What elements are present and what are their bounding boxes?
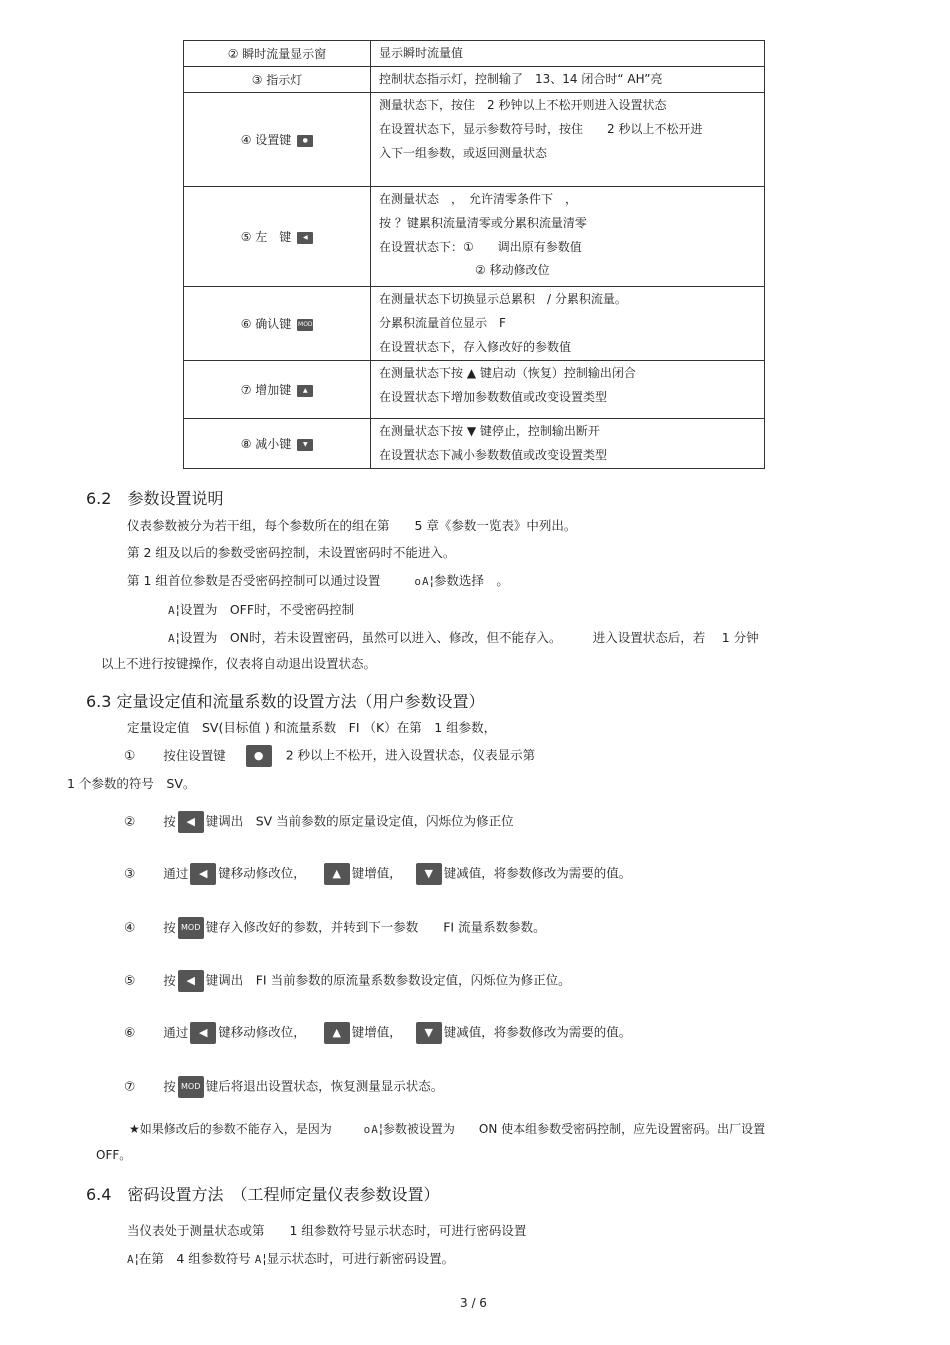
table-row xyxy=(184,287,765,361)
desc-line: 控制状态指示灯，控制输了 13、14 闭合时“ AH”亮 xyxy=(379,72,663,86)
text: 按 xyxy=(163,972,176,988)
step-number: ⑥ xyxy=(124,1024,136,1040)
step-number: ① xyxy=(124,747,136,763)
step-2 xyxy=(124,811,514,833)
key-desc xyxy=(371,67,765,93)
table-row xyxy=(184,67,765,93)
key-desc xyxy=(371,187,765,287)
up-key-icon: ▲ xyxy=(297,385,313,397)
key-name-label: ② 瞬时流量显示窗 xyxy=(227,47,327,61)
key-desc xyxy=(371,419,765,469)
text: 通过 xyxy=(163,865,189,881)
desc-line: 在设置状态下，存入修改好的参数值 xyxy=(379,340,572,354)
text: 设置为 OFF时，不受密码控制 xyxy=(179,602,355,617)
text: 按 xyxy=(163,919,176,935)
step-5 xyxy=(124,970,571,992)
desc-line: 在设置状态下减小参数数值或改变设置类型 xyxy=(379,448,608,462)
down-key-icon: ▼ xyxy=(297,439,313,451)
table-row xyxy=(184,41,765,67)
step-number: ③ xyxy=(124,865,136,881)
desc-line: 测量状态下，按住 2 秒钟以上不松开则进入设置状态 xyxy=(379,98,667,112)
text: 键后将退出设置状态，恢复测量显示状态。 xyxy=(205,1078,444,1094)
key-name-label: ③ 指示灯 xyxy=(251,73,303,87)
text: 键移动修改位， xyxy=(218,1024,306,1040)
page-number: 3 / 6 xyxy=(460,1296,487,1310)
text: 键调出 SV 当前参数的原定量设定值，闪烁位为修正位 xyxy=(205,813,514,829)
key-name xyxy=(184,187,371,287)
text: 设置为 ON时，若未设置密码，虽然可以进入、修改，但不能存入。 进入设置状态后，若 1 分钟 xyxy=(179,630,759,645)
desc-line: ② 移动修改位 xyxy=(379,263,550,277)
key-desc xyxy=(371,93,765,187)
left-key-icon: ◀ xyxy=(178,811,204,833)
key-function-table xyxy=(183,40,765,469)
desc-line: 入下一组参数，或返回测量状态 xyxy=(379,146,548,160)
segment-display-symbol: A xyxy=(127,1253,135,1266)
text: 按住设置键 xyxy=(163,747,226,763)
text: 第 1 组首位参数是否受密码控制可以通过设置 xyxy=(127,573,381,588)
down-key-icon: ▼ xyxy=(416,863,442,885)
text: 2 秒以上不松开，进入设置状态，仪表显示第 xyxy=(285,747,536,763)
set-key-icon: ● xyxy=(297,135,313,147)
key-desc xyxy=(371,287,765,361)
text: 按 xyxy=(163,813,176,829)
table-row xyxy=(184,419,765,469)
table-row xyxy=(184,187,765,287)
paragraph: 仪表参数被分为若干组，每个参数所在的组在第 5 章《参数一览表》中列出。 xyxy=(127,518,577,533)
left-key-icon: ◀ xyxy=(190,863,216,885)
desc-line: 在测量状态下按 ▼ 键停止，控制输出断开 xyxy=(379,424,600,438)
segment-display-symbol: oA xyxy=(363,1123,379,1136)
key-desc xyxy=(371,361,765,419)
desc-line: 在设置状态下，显示参数符号时，按住 2 秒以上不松开进 xyxy=(379,122,703,136)
segment-display-symbol: A xyxy=(254,1253,263,1266)
desc-line: 在测量状态下切换显示总累积 / 分累积流量。 xyxy=(379,292,627,306)
left-key-icon: ◀ xyxy=(178,970,204,992)
text: 参数选择 。 xyxy=(433,573,509,588)
desc-line: 分累积流量首位显示 F xyxy=(379,316,506,330)
section-heading-6-2: 6.2 参数设置说明 xyxy=(86,489,224,508)
section-heading-6-3: 6.3 定量设定值和流量系数的设置方法（用户参数设置） xyxy=(86,692,485,711)
paragraph: A¦在第 4 组参数符号 A¦显示状态时，可进行新密码设置。 xyxy=(127,1251,455,1266)
desc-line: 在测量状态下按 ▲ 键启动（恢复）控制输出闭合 xyxy=(379,366,636,380)
text: 在第 4 组参数符号 xyxy=(138,1251,251,1266)
text: 键调出 FI 当前参数的原流量系数参数设定值，闪烁位为修正位。 xyxy=(205,972,571,988)
desc-line: 按 ？键累积流量清零或分累积流量清零 xyxy=(379,216,587,230)
text: 通过 xyxy=(163,1024,189,1040)
table-row xyxy=(184,361,765,419)
note: ★如果修改后的参数不能存入，是因为 oA¦参数被设置为 ON 使本组参数受密码控制，应先设置密码。出厂设置 xyxy=(129,1122,766,1136)
mod-key-icon: MOD xyxy=(178,1076,204,1098)
section-heading-6-4: 6.4 密码设置方法 （工程师定量仪表参数设置） xyxy=(86,1185,440,1204)
step-number: ④ xyxy=(124,919,136,935)
text: 键减值，将参数修改为需要的值。 xyxy=(443,1024,632,1040)
key-name xyxy=(184,287,371,361)
segment-display-symbol: A xyxy=(168,632,176,645)
key-name-label: ⑤ 左 键 xyxy=(240,230,292,244)
step-1 xyxy=(124,745,535,767)
step-number: ⑦ xyxy=(124,1078,136,1094)
paragraph: 当仪表处于测量状态或第 1 组参数符号显示状态时，可进行密码设置 xyxy=(127,1223,527,1238)
left-key-icon: ◀ xyxy=(297,232,313,244)
text: 键增值， xyxy=(351,1024,402,1040)
text: 键存入修改好的参数，并转到下一参数 FI 流量系数参数。 xyxy=(205,919,546,935)
paragraph: A¦设置为 OFF时，不受密码控制 xyxy=(168,602,355,617)
paragraph: 第 1 组首位参数是否受密码控制可以通过设置 oA¦参数选择 。 xyxy=(127,573,509,588)
step-1-cont: 1 个参数的符号 SV。 xyxy=(67,776,196,791)
key-name-label: ⑥ 确认键 xyxy=(240,317,292,331)
key-name-label: ⑧ 减小键 xyxy=(240,437,292,451)
desc-line: 在设置状态下增加参数数值或改变设置类型 xyxy=(379,390,608,404)
key-name xyxy=(184,67,371,93)
table-row xyxy=(184,93,765,187)
paragraph: A¦设置为 ON时，若未设置密码，虽然可以进入、修改，但不能存入。 进入设置状态后，若 1 分钟 xyxy=(168,630,759,645)
segment-display-symbol: A xyxy=(168,604,176,617)
segment-display-symbol: oA xyxy=(414,575,430,588)
left-key-icon: ◀ xyxy=(190,1022,216,1044)
paragraph: 第 2 组及以后的参数受密码控制，未设置密码时不能进入。 xyxy=(127,545,456,560)
step-6 xyxy=(124,1022,631,1044)
key-name-label: ④ 设置键 xyxy=(240,133,292,147)
paragraph: 定量设定值 SV(目标值 ) 和流量系数 FI （K）在第 1 组参数， xyxy=(127,720,497,735)
desc-line: 在设置状态下：① 调出原有参数值 xyxy=(379,240,582,254)
key-desc xyxy=(371,41,765,67)
desc-line: 显示瞬时流量值 xyxy=(379,46,464,60)
text: 键增值， xyxy=(351,865,402,881)
step-3 xyxy=(124,863,631,885)
up-key-icon: ▲ xyxy=(324,1022,350,1044)
text: 按 xyxy=(163,1078,176,1094)
key-name xyxy=(184,419,371,469)
paragraph: 以上不进行按键操作，仪表将自动退出设置状态。 xyxy=(101,656,377,671)
step-7 xyxy=(124,1076,443,1098)
note-cont: OFF。 xyxy=(96,1148,132,1162)
key-name xyxy=(184,361,371,419)
desc-line: 在测量状态 ， 允许清零条件下 ， xyxy=(379,192,578,206)
text: 显示状态时，可进行新密码设置。 xyxy=(266,1251,455,1266)
set-key-icon: ● xyxy=(246,745,272,767)
mod-key-icon: MOD xyxy=(178,917,204,939)
text: 键移动修改位， xyxy=(218,865,306,881)
step-4 xyxy=(124,917,546,939)
step-number: ⑤ xyxy=(124,972,136,988)
text: 参数被设置为 ON 使本组参数受密码控制，应先设置密码。出厂设置 xyxy=(382,1122,766,1136)
text: ★如果修改后的参数不能存入，是因为 xyxy=(129,1122,332,1136)
key-name-label: ⑦ 增加键 xyxy=(240,383,292,397)
down-key-icon: ▼ xyxy=(416,1022,442,1044)
key-name xyxy=(184,93,371,187)
text: 键减值，将参数修改为需要的值。 xyxy=(443,865,632,881)
key-name xyxy=(184,41,371,67)
mod-key-icon: MOD xyxy=(297,319,313,331)
up-key-icon: ▲ xyxy=(324,863,350,885)
step-number: ② xyxy=(124,813,136,829)
